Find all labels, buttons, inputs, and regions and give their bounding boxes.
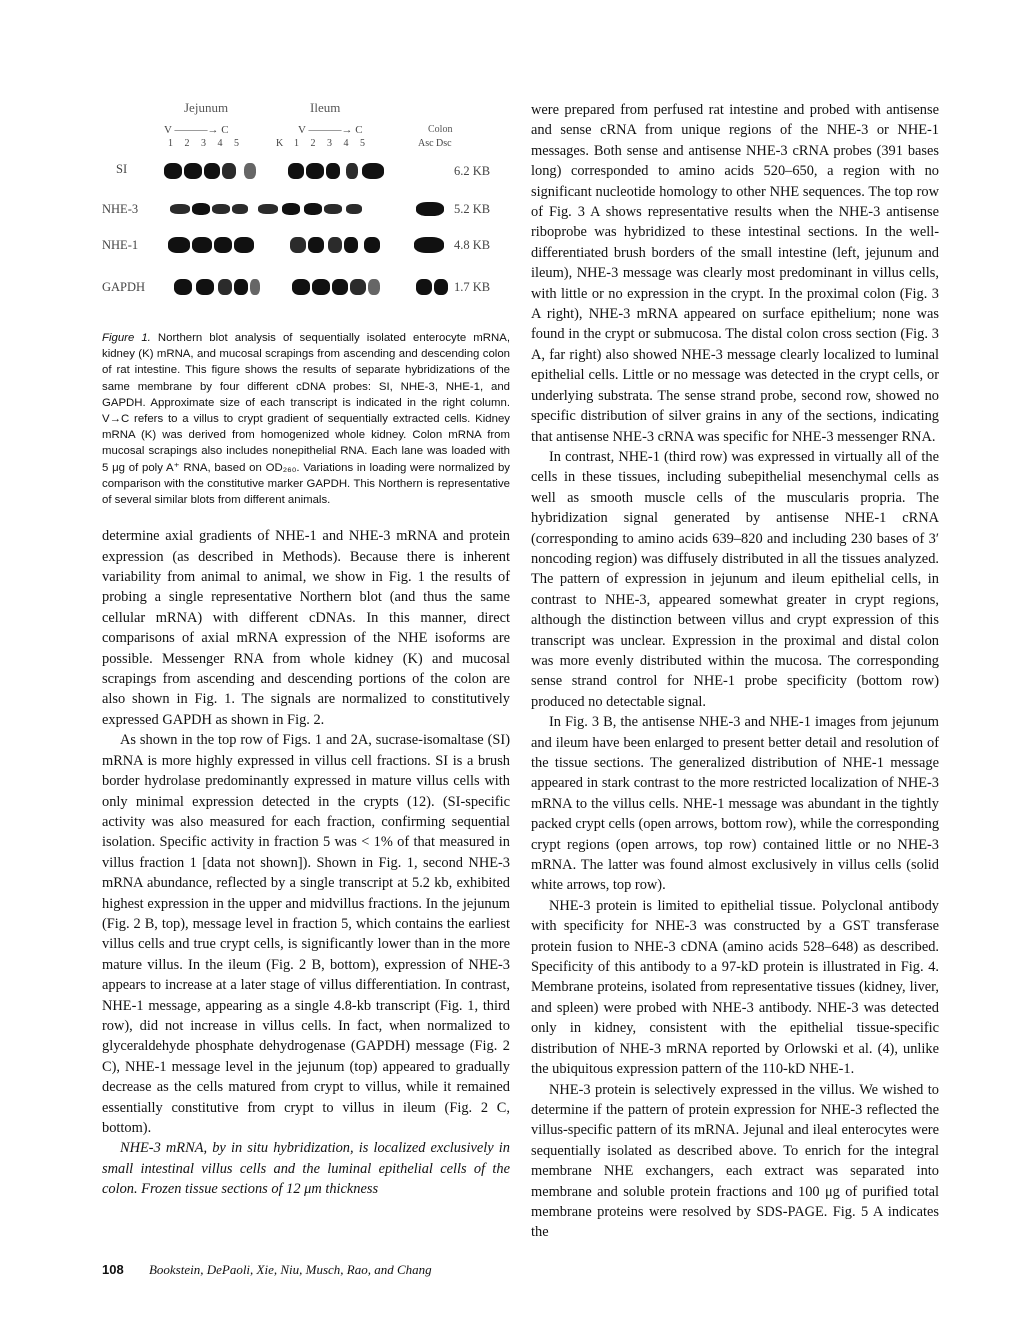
paragraph: In Fig. 3 B, the antisense NHE-3 and NHE-1 images from jejunum and ileum have been enlarged to present better detail and resolution of the tissue sections. The generalized distribution of NHE-1 message appeared in stark contrast to the more restricted localization of NHE-3 mRNA to the villus cells. NHE-1 message was abundant in the tightly packed crypt cells (open arrows, bottom row), while the corresponding crypt regions (open arrows, top row) contained little or no NHE-3 mRNA. The latter was found almost exclusively in villus cells (solid white arrows, top row). bbox=[531, 714, 940, 894]
page-footer bbox=[102, 1262, 432, 1278]
row-label-gapdh: GAPDH bbox=[102, 280, 146, 294]
header-jejunum: Jejunum bbox=[184, 100, 229, 115]
gradient-ileum: V ———→ C bbox=[298, 124, 363, 136]
size-label-si: 6.2 KB bbox=[454, 164, 491, 178]
right-column bbox=[531, 100, 939, 1243]
running-author-line: Bookstein, DePaoli, Xie, Niu, Musch, Rao, and Chang bbox=[148, 1262, 432, 1277]
figure-caption-text: Northern blot analysis of sequentially isolated enterocyte mRNA, kidney (K) mRNA, and mucosal scrapings from ascending and descending colon of rat intestine. This figure shows the results of separate hybridizations of the same membrane by four different cDNA probes: SI, NHE-3, NHE-1, and GAPDH. Approximate size of each transcript is indicated in the right column. V→C refers to a villus to crypt gradient of sequentially extracted cells. Kidney mRNA (K) was derived from homogenized whole kidney. Colon mRNA from mucosal scrapings also includes nonepithelial RNA. Each lane was loaded with 5 μg of poly A⁺ RNA, based on OD₂₆₀. Variations in loading were normalized by comparison with the constitutive marker GAPDH. This Northern is representative of several similar blots from different animals. bbox=[102, 332, 510, 507]
lane-colon: Asc Dsc bbox=[418, 138, 452, 149]
paragraph: As shown in the top row of Figs. 1 and 2A, sucrase-isomaltase (SI) mRNA is more highly expressed in villus cell fractions. SI is a brush border hydrolase predominantly expressed in mature villus cells with only minimal expression detected in the crypts (12). (SI-specific activity was also measured for each fraction, confirming sequential isolation. Specific activity in fraction 5 was < 1% of that measured in villus fraction 1 [data not shown]). Shown in Fig. 1, second NHE-3 mRNA abundance, reflected by a single transcript at 5.2 kb, exhibited highest expression in the upper and midvillus fractions. In the jejunum (Fig. 2 B, top), message level in fraction 5, which contains the earliest villus cells and true crypt cells, is significantly lower than in the more mature villus. In the ileum (Fig. 2 B, bottom), expression of NHE-3 appears to increase at a later stage of villus differentiation. In contrast, NHE-1 message, appearing as a single 4.8-kb transcript (Fig. 1, third row), did not increase in villus cells. In fact, when normalized to glyceraldehyde phosphate dehydrogenase (GAPDH) message (Fig. 2 C), NHE-1 message level in the jejunum (top) appeared to gradually decrease as the cells matured from crypt to villus, while it remained essentially constitutive from crypt to villus in ileum (Fig. 2 C, bottom). bbox=[102, 732, 510, 1137]
page-number: 108 bbox=[102, 1262, 124, 1277]
paragraph: NHE-3 protein is limited to epithelial tissue. Polyclonal antibody with specificity for NHE-3 was constructed by a GST transferase protein fusion to NHE-3 cDNA (amino acids 528–648) as described. Specificity of this antibody to a 97-kD protein is illustrated in Fig. 4. Membrane proteins, isolated from representative tissues (kidney, liver, and spleen) were probed with NHE-3 antibody. NHE-3 was detected only in kidney, consistent with the epithelial tissue-specific distribution of NHE-3 mRNA reported by Orlowski et al. (4), unlike the ubiquitous expression pattern of the 110-kD NHE-1. bbox=[531, 897, 939, 1078]
row-label-si: SI bbox=[116, 162, 128, 176]
header-ileum: Ileum bbox=[310, 100, 341, 115]
row-label-nhe1: NHE-1 bbox=[102, 238, 139, 252]
row-label-nhe3: NHE-3 bbox=[102, 202, 139, 216]
paragraph: NHE-3 mRNA, by in situ hybridization, is localized exclusively in small intestinal villus cells and the luminal epithelial cells of the colon. Frozen tissue sections of 12 μm thickness bbox=[102, 1140, 510, 1198]
lane-numbers-jejunum: 1 2 3 4 5 bbox=[168, 138, 239, 149]
blot-row-nhe3 bbox=[160, 196, 450, 222]
left-column bbox=[102, 100, 510, 1200]
size-label-nhe1: 4.8 KB bbox=[454, 238, 491, 252]
paragraph: In contrast, NHE-1 (third row) was expressed in virtually all of the cells in these tissues, including subepithelial mesenchymal cells as well as smooth muscle cells of the muscularis propria. The hybridization signal generated by antisense NHE-1 cRNA (corresponding to amino acids 639–820 and including 230 bases of 3′ noncoding region) was diffusely distributed in all the tissues analyzed. The pattern of expression in jejunum and ileum epithelial cells, in contrast to NHE-3, appeared somewhat greater in crypt regions, although the distinction between villus and crypt expression of this transcript was unclear. Expression in the proximal and distal colon was more evenly distributed within the mucosa. The corresponding sense strand control for NHE-1 probe specificity (bottom row) produced no detectable signal. bbox=[531, 448, 939, 710]
left-body-text bbox=[102, 526, 510, 1199]
blot-row-si bbox=[160, 158, 450, 184]
lane-numbers-ileum: 1 2 3 4 5 bbox=[294, 138, 365, 149]
paragraph: were prepared from perfused rat intestine and probed with antisense and sense cRNA from unique regions of the NHE-3 or NHE-1 messages. Both sense and antisense NHE-3 cRNA probes (391 bases long) corresponded to amino acids 520–650, a region with no significant nucleotide homology to other NHE sequences. The top row of Fig. 3 A shows representative results when the NHE-3 antisense riboprobe was hybridized to these intestinal sections. In the well-differentiated brush borders of the small intestine (left, jejunum and ileum), NHE-3 message was clearly most predominant in villus cells, with little or no expression in the crypt. In the proximal colon (Fig. 3 A right), NHE-3 mRNA appeared on surface epithelium; none was found in the crypt or submucosa. The distal colon cross section (Fig. 3 A, far right) also showed NHE-3 message clearly localized to luminal epithelial cells. Little or no message was detected in the crypt cells, or underlying substrata. The sense strand probe, second row, showed no specific distribution of silver grains in any of the sections, indicating that antisense NHE-3 cRNA was specific for NHE-3 messenger RNA. bbox=[531, 102, 939, 445]
header-colon: Colon bbox=[428, 124, 453, 135]
northern-blot-figure bbox=[102, 100, 510, 322]
blot-row-gapdh bbox=[160, 274, 450, 300]
size-label-gapdh: 1.7 KB bbox=[454, 280, 491, 294]
figure-caption-label: Figure 1. bbox=[102, 332, 151, 344]
paragraph: determine axial gradients of NHE-1 and NHE-3 mRNA and protein expression (as described in Methods). Because there is inherent variability from animal to animal, we show in Fig. 1 the results of probing a single representative Northern blot (and thus the same cellular mRNA) with different cDNAs. In this manner, direct comparisons of axial mRNA expression of the NHE isoforms are possible. Messenger RNA from whole kidney (K) and mucosal scrapings from ascending and descending portions of the colon are also shown in Fig. 1. The signals are normalized to constitutively expressed GAPDH as shown in Fig. 2. bbox=[102, 528, 510, 728]
gradient-jejunum: V ———→ C bbox=[164, 124, 229, 136]
figure-caption bbox=[102, 330, 510, 508]
lane-kidney: K bbox=[276, 138, 284, 149]
size-label-nhe3: 5.2 KB bbox=[454, 202, 491, 216]
blot-row-nhe1 bbox=[160, 232, 450, 258]
paragraph: NHE-3 protein is selectively expressed in the villus. We wished to determine if the pattern of protein expression for NHE-3 reflected the villus-specific pattern of its mRNA. Jejunal and ileal enterocytes were sequentially isolated as described above. To enrich for the integral membrane NHE exchangers, each extract was separated into membrane and soluble protein fractions and 100 μg of purified total membrane proteins were resolved by SDS-PAGE. Fig. 5 A indicates the bbox=[531, 1081, 939, 1241]
